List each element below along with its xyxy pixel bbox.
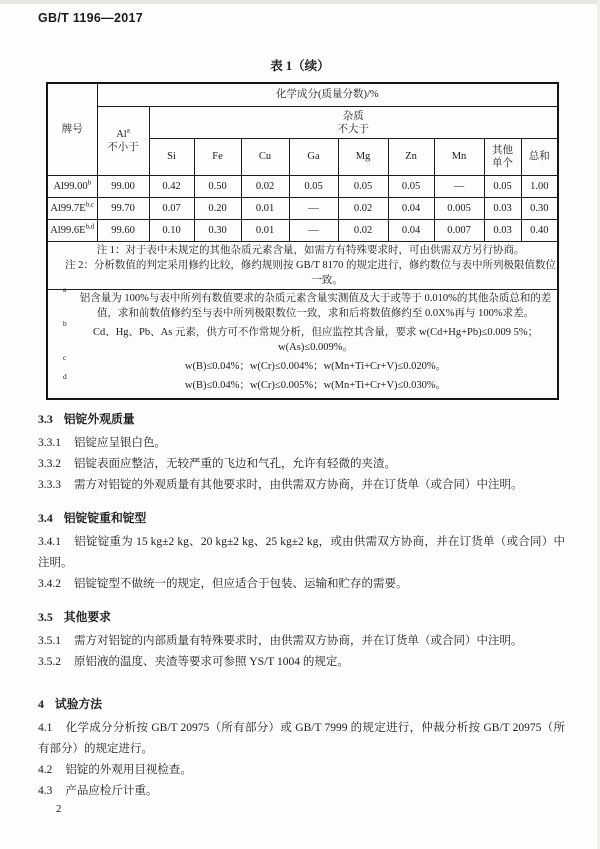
heading-4: 4 试验方法: [38, 697, 103, 711]
value-cell: —: [434, 176, 484, 198]
document-body: [38, 410, 565, 802]
value-cell: 0.30: [521, 198, 558, 220]
clause-3-4-2: 3.4.2 铝锭锭型不做统一的规定，但应适合于包装、运输和贮存的需要。: [38, 578, 408, 590]
col-header-composition: 化学成分(质量分数)/%: [97, 83, 558, 107]
col-header-mn: Mn: [434, 139, 484, 176]
al-symbol: Al: [116, 129, 127, 140]
al-value: 99.70: [97, 198, 149, 220]
brand-cell: $Al99.7E^{b,c}$: [47, 198, 97, 220]
col-header-cu: Cu: [241, 139, 289, 176]
clause-4-2: 4.2 铝锭的外观用目视检查。: [38, 764, 192, 776]
heading-3-5: 3.5 其他要求: [38, 610, 111, 624]
value-cell: 0.07: [149, 198, 194, 220]
clause-3-3-1: 3.3.1 铝锭应呈银白色。: [38, 437, 166, 449]
note-2: 注 2：分析数值的判定采用修约比较，修约规则按 GB/T 8170 的规定进行，修约数位与表中所列极限值数位一致。: [65, 260, 557, 286]
impurity-label: 杂质: [342, 110, 364, 122]
value-cell: 0.01: [241, 198, 289, 220]
value-cell: 0.05: [388, 176, 434, 198]
col-header-fe: Fe: [194, 139, 241, 176]
value-cell: 0.02: [338, 220, 388, 242]
value-cell: 1.00: [521, 176, 558, 198]
value-cell: 0.04: [388, 220, 434, 242]
clause-3-5-1: 3.5.1 需方对铝锭的内部质量有特殊要求时，由供需双方协商，并在订货单（或合同）中注明。: [38, 635, 523, 647]
scan-edge-top: [0, 0, 600, 4]
heading-3-3: 3.3 铝锭外观质量: [38, 412, 135, 426]
col-header-zn: Zn: [388, 139, 434, 176]
al-condition: 不小于: [107, 142, 139, 153]
col-header-other-single: 其他 单个: [484, 139, 521, 176]
footnote-d: d w(B)≤0.04%；w(Cr)≤0.005%；w(Mn+Ti+Cr+V)≤0.030%。: [63, 372, 447, 391]
page-number: 2: [56, 803, 62, 815]
value-cell: 0.42: [149, 176, 194, 198]
brand-cell: Al99.00$^b$: [47, 176, 97, 198]
value-cell: 0.30: [194, 220, 241, 242]
value-cell: 0.03: [484, 220, 521, 242]
chemical-composition-table: [46, 82, 559, 400]
clause-4-3: 4.3 产品应检斤计重。: [38, 785, 158, 797]
value-cell: 0.40: [521, 220, 558, 242]
value-cell: 0.03: [484, 198, 521, 220]
col-header-total: 总和: [521, 139, 558, 176]
table-row: [47, 220, 558, 242]
value-cell: 0.20: [194, 198, 241, 220]
clause-4-1: 4.1 化学成分分析按 GB/T 20975（所有部分）或 GB/T 7999 的规定进行，仲裁分析按 GB/T 20975（所有部分）的规定进行。: [38, 722, 565, 755]
table-row: [47, 176, 558, 198]
value-cell: 0.005: [434, 198, 484, 220]
col-header-si: Si: [149, 139, 194, 176]
value-cell: 0.05: [338, 176, 388, 198]
al-footnote-marker: a: [126, 126, 130, 135]
value-cell: 0.10: [149, 220, 194, 242]
impurity-condition: 不大于: [337, 123, 370, 135]
brand-cell: $Al99.6E^{b,d}$: [47, 220, 97, 242]
value-cell: 0.50: [194, 176, 241, 198]
col-header-al: [97, 107, 149, 176]
value-cell: 0.02: [338, 198, 388, 220]
note-1: 注 1：对于表中未规定的其他杂质元素含量，如需方有特殊要求时，可由供需双方另行协商。: [96, 245, 525, 256]
value-cell: 0.05: [289, 176, 338, 198]
document-number: GB/T 1196—2017: [38, 11, 143, 25]
footnote-a: a 铝含量为 100%与表中所列有数值要求的杂质元素含量实测值及大于或等于 0.010%的其他杂质总和的差值，求和前数值修约至与表中所列极限数位一致，求和后将数值修约至 0.0X%再与 100%求差。: [63, 285, 552, 319]
col-header-mg: Mg: [338, 139, 388, 176]
clause-3-3-3: 3.3.3 需方对铝锭的外观质量有其他要求时，由供需双方协商，并在订货单（或合同）中注明。: [38, 479, 523, 491]
value-cell: —: [289, 220, 338, 242]
value-cell: 0.04: [388, 198, 434, 220]
value-cell: 0.05: [484, 176, 521, 198]
al-value: 99.60: [97, 220, 149, 242]
table-row: [47, 198, 558, 220]
col-header-brand: 牌号: [47, 83, 97, 176]
table-title: 表 1（续）: [270, 59, 330, 73]
clause-3-3-2: 3.3.2 铝锭表面应整洁，无较严重的飞边和气孔，允许有轻微的夹渣。: [38, 458, 396, 470]
clause-3-5-2: 3.5.2 原铝液的温度、夹渣等要求可参照 YS/T 1004 的规定。: [38, 656, 349, 668]
clause-3-4-1: 3.4.1 铝锭锭重为 15 kg±2 kg、20 kg±2 kg、25 kg±2 kg，或由供需双方协商，并在订货单（或合同）中注明。: [38, 536, 565, 569]
footnote-c: c w(B)≤0.04%；w(Cr)≤0.004%；w(Mn+Ti+Cr+V)≤0.020%。: [63, 353, 447, 372]
al-value: 99.00: [97, 176, 149, 198]
value-cell: 0.007: [434, 220, 484, 242]
value-cell: 0.02: [241, 176, 289, 198]
col-header-ga: Ga: [289, 139, 338, 176]
col-header-impurities: [149, 107, 558, 139]
footnote-b: b Cd、Hg、Pb、As 元素，供方可不作常规分析，但应监控其含量，要求 w(Cd+Hg+Pb)≤0.009 5%；w(As)≤0.009%。: [63, 319, 539, 353]
table-footnotes: [47, 285, 558, 400]
value-cell: —: [289, 198, 338, 220]
value-cell: 0.01: [241, 220, 289, 242]
heading-3-4: 3.4 铝锭锭重和锭型: [38, 511, 147, 525]
table-notes: [47, 242, 558, 290]
